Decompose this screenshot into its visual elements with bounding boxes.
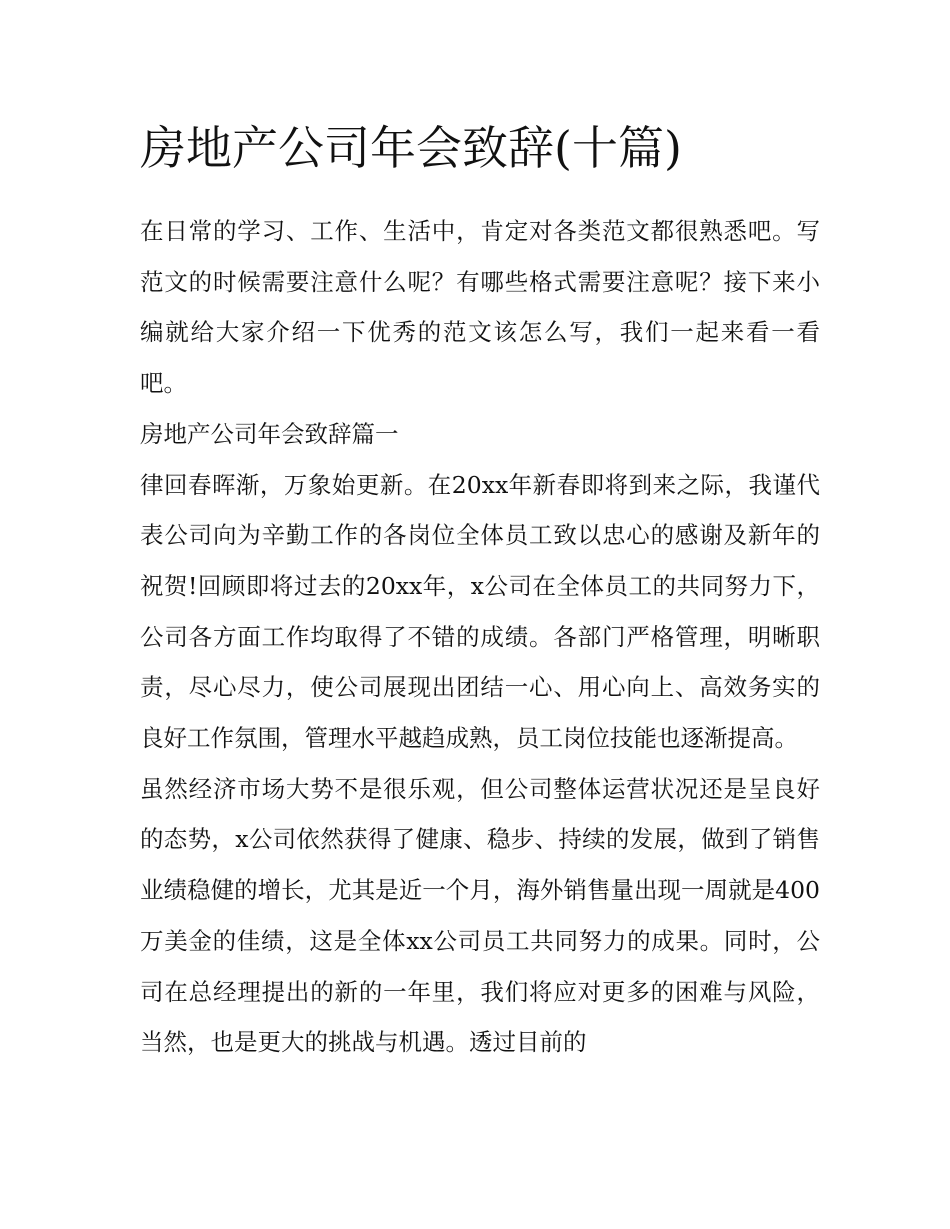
intro-paragraph: 在日常的学习、工作、生活中，肯定对各类范文都很熟悉吧。写范文的时候需要注意什么呢？有哪些格式需要注意呢？接下来小编就给大家介绍一下优秀的范文该怎么写，我们一起来看一看吧。 bbox=[140, 217, 820, 398]
section-heading: 房地产公司年会致辞篇一 bbox=[140, 419, 399, 448]
body-paragraph-2: 虽然经济市场大势不是很乐观，但公司整体运营状况还是呈良好的态势，x公司依然获得了健康、稳步、持续的发展，做到了销售业绩稳健的增长，尤其是近一个月，海外销售量出现一周就是400万美金的佳绩，这是全体xx公司员工共同努力的成果。同时，公司在总经理提出的新的一年里，我们将应对更多的困难与风险，当然，也是更大的挑战与机遇。透过目前的 bbox=[140, 774, 820, 1057]
body-paragraph-1: 律回春晖渐，万象始更新。在20xx年新春即将到来之际，我谨代表公司向为辛勤工作的各岗位全体员工致以忠心的感谢及新年的祝贺!回顾即将过去的20xx年，x公司在全体员工的共同努力下，公司各方面工作均取得了不错的成绩。各部门严格管理，明晰职责，尽心尽力，使公司展现出团结一心、用心向上、高效务实的良好工作氛围，管理水平越趋成熟，员工岗位技能也逐渐提高。 bbox=[140, 470, 820, 753]
document-title: 房地产公司年会致辞(十篇) bbox=[140, 121, 682, 175]
document-body bbox=[140, 112, 820, 1068]
